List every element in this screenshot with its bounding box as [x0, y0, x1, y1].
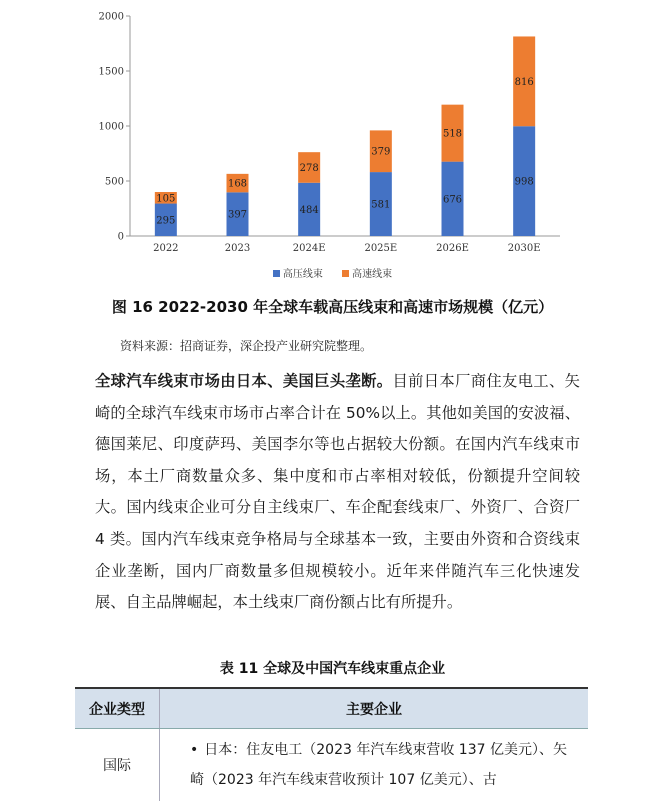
header-main-companies: 主要企业 — [160, 688, 589, 729]
paragraph-lead: 全球汽车线束市场由日本、美国巨头垄断。 — [95, 372, 393, 390]
data-label: 379 — [371, 146, 391, 158]
figure-source: 资料来源：招商证券，深企投产业研究院整理。 — [120, 339, 373, 353]
y-tick-label: 1500 — [98, 66, 124, 78]
legend-item-high-voltage — [273, 269, 326, 280]
cell-main-companies — [160, 729, 589, 802]
x-tick-label: 2024E — [292, 243, 326, 254]
x-axis — [130, 236, 560, 254]
table-row — [75, 729, 588, 802]
legend-item-high-speed — [342, 269, 392, 280]
y-tick-label: 0 — [117, 231, 124, 243]
data-label: 484 — [299, 204, 319, 216]
legend-swatch-blue — [273, 270, 280, 277]
data-label: 518 — [442, 128, 463, 140]
y-tick-label: 1000 — [98, 121, 124, 133]
body-paragraph — [95, 366, 580, 619]
legend-label: 高速线束 — [352, 269, 393, 280]
y-tick-label: 500 — [104, 176, 124, 188]
cell-text: 日本：住友电工（2023 年汽车线束营收 137 亿美元）、矢崎（2023 年汽车线束营收预计 107 亿美元）、古 — [190, 742, 567, 788]
x-tick-label: 2022 — [153, 243, 179, 254]
data-label: 168 — [227, 178, 248, 190]
table-header-row — [75, 688, 588, 729]
data-label: 105 — [156, 193, 176, 205]
x-tick-label: 2030E — [507, 243, 541, 254]
header-company-type: 企业类型 — [75, 688, 160, 729]
companies-table — [75, 687, 588, 801]
y-tick-label: 2000 — [98, 11, 124, 23]
data-label: 295 — [156, 215, 176, 227]
data-label: 581 — [371, 199, 391, 211]
paragraph-text: 目前日本厂商住友电工、矢崎的全球汽车线束市场市占率合计在 50%以上。其他如美国的安波福、德国莱尼、印度萨玛、美国李尔等也占据较大份额。在国内汽车线束市场，本土厂商数量众多、集中度和市占率相对较低，份额提升空间较大。国内线束企业可分自主线束厂、车企配套线束厂、外资厂、合资厂 4 类。国内汽车线束竞争格局与全球基本一致，主要由外资和合资线束企业垄断，国内厂商数量多但规模较小。近年来伴随汽车三化快速发展、自主品牌崛起，本土线束厂商份额占比有所提升。 — [95, 372, 580, 612]
bullet-icon: • — [190, 742, 199, 758]
data-label: 676 — [442, 194, 463, 206]
data-label: 278 — [299, 162, 319, 174]
data-label: 397 — [227, 209, 248, 221]
data-label: 816 — [514, 76, 534, 88]
table-title: 表 11 全球及中国汽车线束重点企业 — [219, 661, 446, 677]
bars — [155, 36, 535, 236]
cell-company-type: 国际 — [75, 729, 160, 802]
x-tick-label: 2025E — [364, 243, 398, 254]
x-tick-label: 2026E — [436, 243, 469, 254]
figure-caption: 图 16 2022-2030 年全球车载高压线束和高速市场规模（亿元） — [111, 298, 554, 316]
data-label: 998 — [514, 176, 534, 188]
y-axis — [99, 12, 130, 243]
legend-swatch-orange — [342, 270, 349, 277]
x-tick-label: 2023 — [224, 243, 251, 254]
stacked-bar-chart — [0, 0, 665, 262]
chart-legend — [0, 265, 665, 280]
legend-label: 高压线束 — [282, 269, 323, 280]
